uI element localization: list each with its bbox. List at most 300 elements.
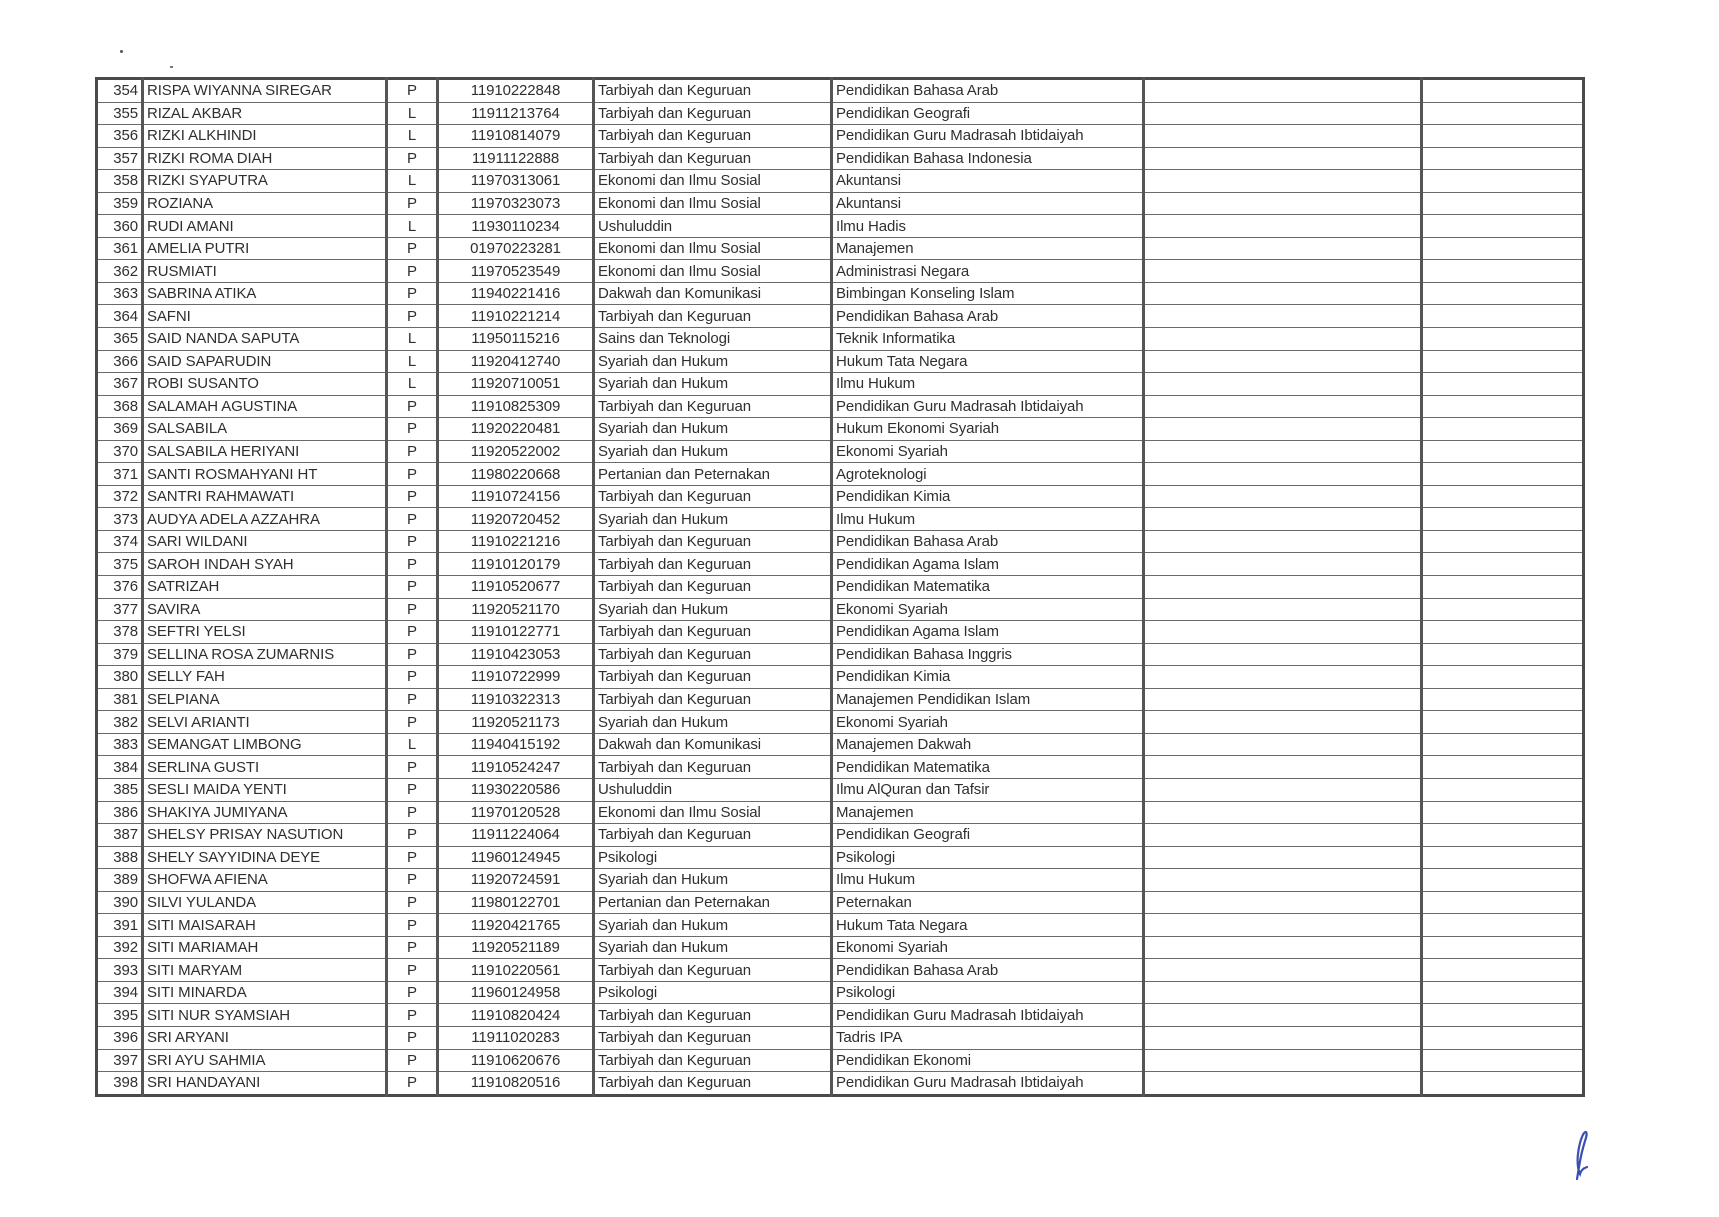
empty-column-1 xyxy=(1144,350,1422,373)
row-number: 378 xyxy=(97,621,143,644)
empty-column-1 xyxy=(1144,237,1422,260)
row-number: 372 xyxy=(97,485,143,508)
row-number: 392 xyxy=(97,936,143,959)
row-number: 380 xyxy=(97,666,143,689)
faculty: Syariah dan Hukum xyxy=(594,440,832,463)
empty-column-1 xyxy=(1144,756,1422,779)
empty-column-1 xyxy=(1144,1026,1422,1049)
empty-column-1 xyxy=(1144,125,1422,148)
faculty: Tarbiyah dan Keguruan xyxy=(594,756,832,779)
student-name: SALSABILA HERIYANI xyxy=(143,440,387,463)
study-program: Administrasi Negara xyxy=(832,260,1144,283)
faculty: Dakwah dan Komunikasi xyxy=(594,282,832,305)
student-name: RUSMIATI xyxy=(143,260,387,283)
study-program: Ilmu Hukum xyxy=(832,869,1144,892)
student-id: 11910724156 xyxy=(438,485,594,508)
gender: P xyxy=(387,260,438,283)
empty-column-1 xyxy=(1144,778,1422,801)
faculty: Tarbiyah dan Keguruan xyxy=(594,643,832,666)
scan-speck xyxy=(120,50,123,53)
student-name: RISPA WIYANNA SIREGAR xyxy=(143,79,387,103)
faculty: Tarbiyah dan Keguruan xyxy=(594,485,832,508)
student-id: 11910820516 xyxy=(438,1072,594,1096)
empty-column-2 xyxy=(1422,1026,1584,1049)
row-number: 361 xyxy=(97,237,143,260)
gender: P xyxy=(387,891,438,914)
student-name: SITI MARIAMAH xyxy=(143,936,387,959)
empty-column-1 xyxy=(1144,328,1422,351)
student-name: SAFNI xyxy=(143,305,387,328)
study-program: Pendidikan Bahasa Inggris xyxy=(832,643,1144,666)
empty-column-1 xyxy=(1144,260,1422,283)
table-row xyxy=(97,598,1584,621)
faculty: Tarbiyah dan Keguruan xyxy=(594,530,832,553)
empty-column-2 xyxy=(1422,981,1584,1004)
row-number: 379 xyxy=(97,643,143,666)
empty-column-2 xyxy=(1422,576,1584,599)
gender: P xyxy=(387,553,438,576)
empty-column-1 xyxy=(1144,373,1422,396)
student-roster-table xyxy=(95,77,1585,1097)
empty-column-2 xyxy=(1422,440,1584,463)
study-program: Peternakan xyxy=(832,891,1144,914)
table-row xyxy=(97,891,1584,914)
empty-column-2 xyxy=(1422,373,1584,396)
student-id: 11970523549 xyxy=(438,260,594,283)
faculty: Syariah dan Hukum xyxy=(594,508,832,531)
empty-column-1 xyxy=(1144,215,1422,238)
study-program: Pendidikan Ekonomi xyxy=(832,1049,1144,1072)
study-program: Pendidikan Geografi xyxy=(832,102,1144,125)
empty-column-1 xyxy=(1144,914,1422,937)
gender: P xyxy=(387,598,438,621)
study-program: Pendidikan Matematika xyxy=(832,756,1144,779)
student-name: SITI MARYAM xyxy=(143,959,387,982)
study-program: Manajemen Dakwah xyxy=(832,733,1144,756)
empty-column-1 xyxy=(1144,643,1422,666)
gender: P xyxy=(387,621,438,644)
student-id: 11940221416 xyxy=(438,282,594,305)
student-id: 11920521170 xyxy=(438,598,594,621)
student-name: SATRIZAH xyxy=(143,576,387,599)
student-name: SILVI YULANDA xyxy=(143,891,387,914)
row-number: 360 xyxy=(97,215,143,238)
student-id: 11910221214 xyxy=(438,305,594,328)
gender: L xyxy=(387,102,438,125)
empty-column-2 xyxy=(1422,305,1584,328)
empty-column-1 xyxy=(1144,598,1422,621)
table-row xyxy=(97,756,1584,779)
study-program: Hukum Tata Negara xyxy=(832,350,1144,373)
study-program: Hukum Ekonomi Syariah xyxy=(832,418,1144,441)
faculty: Tarbiyah dan Keguruan xyxy=(594,553,832,576)
scan-speck xyxy=(170,66,173,68)
faculty: Ekonomi dan Ilmu Sosial xyxy=(594,192,832,215)
gender: P xyxy=(387,936,438,959)
study-program: Pendidikan Bahasa Arab xyxy=(832,530,1144,553)
student-name: SALAMAH AGUSTINA xyxy=(143,395,387,418)
student-id: 11960124945 xyxy=(438,846,594,869)
student-name: SERLINA GUSTI xyxy=(143,756,387,779)
student-name: SAVIRA xyxy=(143,598,387,621)
student-id: 11911122888 xyxy=(438,147,594,170)
table-row xyxy=(97,1004,1584,1027)
faculty: Sains dan Teknologi xyxy=(594,328,832,351)
faculty: Syariah dan Hukum xyxy=(594,711,832,734)
study-program: Manajemen xyxy=(832,237,1144,260)
roster-body xyxy=(97,79,1584,1096)
row-number: 358 xyxy=(97,170,143,193)
table-row xyxy=(97,215,1584,238)
faculty: Tarbiyah dan Keguruan xyxy=(594,576,832,599)
gender: L xyxy=(387,170,438,193)
table-row xyxy=(97,801,1584,824)
empty-column-2 xyxy=(1422,102,1584,125)
table-row xyxy=(97,102,1584,125)
table-row xyxy=(97,125,1584,148)
empty-column-1 xyxy=(1144,846,1422,869)
gender: P xyxy=(387,576,438,599)
gender: P xyxy=(387,643,438,666)
student-name: SARI WILDANI xyxy=(143,530,387,553)
gender: P xyxy=(387,981,438,1004)
student-name: SALSABILA xyxy=(143,418,387,441)
table-row xyxy=(97,643,1584,666)
student-id: 11920522002 xyxy=(438,440,594,463)
study-program: Pendidikan Bahasa Indonesia xyxy=(832,147,1144,170)
student-id: 11920521189 xyxy=(438,936,594,959)
table-row xyxy=(97,914,1584,937)
student-id: 11950115216 xyxy=(438,328,594,351)
empty-column-2 xyxy=(1422,328,1584,351)
row-number: 373 xyxy=(97,508,143,531)
empty-column-2 xyxy=(1422,801,1584,824)
gender: P xyxy=(387,959,438,982)
empty-column-2 xyxy=(1422,170,1584,193)
table-row xyxy=(97,621,1584,644)
gender: P xyxy=(387,666,438,689)
empty-column-2 xyxy=(1422,598,1584,621)
faculty: Syariah dan Hukum xyxy=(594,350,832,373)
student-id: 11920220481 xyxy=(438,418,594,441)
empty-column-2 xyxy=(1422,846,1584,869)
faculty: Tarbiyah dan Keguruan xyxy=(594,959,832,982)
study-program: Pendidikan Bahasa Arab xyxy=(832,305,1144,328)
table-row xyxy=(97,418,1584,441)
empty-column-2 xyxy=(1422,621,1584,644)
faculty: Syariah dan Hukum xyxy=(594,598,832,621)
empty-column-2 xyxy=(1422,891,1584,914)
gender: P xyxy=(387,801,438,824)
study-program: Pendidikan Kimia xyxy=(832,485,1144,508)
empty-column-1 xyxy=(1144,733,1422,756)
study-program: Pendidikan Agama Islam xyxy=(832,621,1144,644)
gender: L xyxy=(387,373,438,396)
empty-column-2 xyxy=(1422,688,1584,711)
student-id: 11910220561 xyxy=(438,959,594,982)
table-row xyxy=(97,350,1584,373)
empty-column-1 xyxy=(1144,508,1422,531)
student-id: 11970323073 xyxy=(438,192,594,215)
student-id: 11920724591 xyxy=(438,869,594,892)
student-id: 11911224064 xyxy=(438,824,594,847)
study-program: Psikologi xyxy=(832,981,1144,1004)
empty-column-1 xyxy=(1144,621,1422,644)
study-program: Teknik Informatika xyxy=(832,328,1144,351)
study-program: Psikologi xyxy=(832,846,1144,869)
student-id: 11960124958 xyxy=(438,981,594,1004)
study-program: Ilmu Hadis xyxy=(832,215,1144,238)
faculty: Pertanian dan Peternakan xyxy=(594,463,832,486)
student-id: 11920421765 xyxy=(438,914,594,937)
gender: P xyxy=(387,237,438,260)
row-number: 383 xyxy=(97,733,143,756)
student-name: SITI MAISARAH xyxy=(143,914,387,937)
empty-column-2 xyxy=(1422,1004,1584,1027)
study-program: Pendidikan Guru Madrasah Ibtidaiyah xyxy=(832,125,1144,148)
empty-column-1 xyxy=(1144,1072,1422,1096)
student-id: 11920412740 xyxy=(438,350,594,373)
empty-column-1 xyxy=(1144,463,1422,486)
study-program: Pendidikan Agama Islam xyxy=(832,553,1144,576)
study-program: Hukum Tata Negara xyxy=(832,914,1144,937)
empty-column-1 xyxy=(1144,666,1422,689)
study-program: Ilmu AlQuran dan Tafsir xyxy=(832,778,1144,801)
faculty: Syariah dan Hukum xyxy=(594,936,832,959)
student-name: SANTI ROSMAHYANI HT xyxy=(143,463,387,486)
study-program: Agroteknologi xyxy=(832,463,1144,486)
student-name: SHELSY PRISAY NASUTION xyxy=(143,824,387,847)
row-number: 359 xyxy=(97,192,143,215)
empty-column-2 xyxy=(1422,237,1584,260)
study-program: Pendidikan Bahasa Arab xyxy=(832,959,1144,982)
study-program: Ilmu Hukum xyxy=(832,373,1144,396)
empty-column-1 xyxy=(1144,1004,1422,1027)
empty-column-2 xyxy=(1422,485,1584,508)
empty-column-2 xyxy=(1422,824,1584,847)
gender: P xyxy=(387,1004,438,1027)
empty-column-1 xyxy=(1144,170,1422,193)
gender: P xyxy=(387,192,438,215)
student-id: 11980220668 xyxy=(438,463,594,486)
study-program: Pendidikan Guru Madrasah Ibtidaiyah xyxy=(832,1072,1144,1096)
study-program: Pendidikan Geografi xyxy=(832,824,1144,847)
faculty: Tarbiyah dan Keguruan xyxy=(594,395,832,418)
student-name: SHELY SAYYIDINA DEYE xyxy=(143,846,387,869)
study-program: Pendidikan Kimia xyxy=(832,666,1144,689)
row-number: 374 xyxy=(97,530,143,553)
empty-column-1 xyxy=(1144,1049,1422,1072)
gender: L xyxy=(387,350,438,373)
empty-column-2 xyxy=(1422,260,1584,283)
row-number: 395 xyxy=(97,1004,143,1027)
empty-column-2 xyxy=(1422,1049,1584,1072)
table-row xyxy=(97,553,1584,576)
faculty: Tarbiyah dan Keguruan xyxy=(594,79,832,103)
faculty: Tarbiyah dan Keguruan xyxy=(594,688,832,711)
gender: L xyxy=(387,125,438,148)
gender: P xyxy=(387,869,438,892)
empty-column-1 xyxy=(1144,801,1422,824)
faculty: Ekonomi dan Ilmu Sosial xyxy=(594,260,832,283)
gender: P xyxy=(387,824,438,847)
empty-column-1 xyxy=(1144,192,1422,215)
faculty: Dakwah dan Komunikasi xyxy=(594,733,832,756)
row-number: 394 xyxy=(97,981,143,1004)
empty-column-2 xyxy=(1422,778,1584,801)
gender: P xyxy=(387,305,438,328)
row-number: 367 xyxy=(97,373,143,396)
table-row xyxy=(97,869,1584,892)
student-name: SAID SAPARUDIN xyxy=(143,350,387,373)
study-program: Ekonomi Syariah xyxy=(832,936,1144,959)
row-number: 356 xyxy=(97,125,143,148)
gender: P xyxy=(387,79,438,103)
faculty: Tarbiyah dan Keguruan xyxy=(594,1004,832,1027)
faculty: Tarbiyah dan Keguruan xyxy=(594,125,832,148)
faculty: Ekonomi dan Ilmu Sosial xyxy=(594,801,832,824)
student-id: 11910722999 xyxy=(438,666,594,689)
empty-column-2 xyxy=(1422,733,1584,756)
row-number: 365 xyxy=(97,328,143,351)
table-row xyxy=(97,485,1584,508)
empty-column-1 xyxy=(1144,395,1422,418)
table-row xyxy=(97,79,1584,103)
gender: P xyxy=(387,778,438,801)
study-program: Ilmu Hukum xyxy=(832,508,1144,531)
row-number: 391 xyxy=(97,914,143,937)
gender: P xyxy=(387,530,438,553)
student-id: 11911213764 xyxy=(438,102,594,125)
faculty: Pertanian dan Peternakan xyxy=(594,891,832,914)
study-program: Akuntansi xyxy=(832,192,1144,215)
table-row xyxy=(97,260,1584,283)
row-number: 376 xyxy=(97,576,143,599)
row-number: 384 xyxy=(97,756,143,779)
empty-column-2 xyxy=(1422,553,1584,576)
empty-column-2 xyxy=(1422,147,1584,170)
row-number: 377 xyxy=(97,598,143,621)
gender: P xyxy=(387,440,438,463)
faculty: Tarbiyah dan Keguruan xyxy=(594,1026,832,1049)
study-program: Bimbingan Konseling Islam xyxy=(832,282,1144,305)
faculty: Tarbiyah dan Keguruan xyxy=(594,147,832,170)
table-row xyxy=(97,463,1584,486)
faculty: Psikologi xyxy=(594,981,832,1004)
empty-column-2 xyxy=(1422,79,1584,103)
faculty: Ekonomi dan Ilmu Sosial xyxy=(594,170,832,193)
faculty: Ushuluddin xyxy=(594,778,832,801)
student-id: 11970313061 xyxy=(438,170,594,193)
student-name: SITI NUR SYAMSIAH xyxy=(143,1004,387,1027)
faculty: Tarbiyah dan Keguruan xyxy=(594,666,832,689)
faculty: Tarbiyah dan Keguruan xyxy=(594,1049,832,1072)
empty-column-1 xyxy=(1144,440,1422,463)
student-id: 11910814079 xyxy=(438,125,594,148)
study-program: Tadris IPA xyxy=(832,1026,1144,1049)
faculty: Ekonomi dan Ilmu Sosial xyxy=(594,237,832,260)
student-id: 11910221216 xyxy=(438,530,594,553)
row-number: 370 xyxy=(97,440,143,463)
study-program: Akuntansi xyxy=(832,170,1144,193)
empty-column-2 xyxy=(1422,282,1584,305)
row-number: 371 xyxy=(97,463,143,486)
student-name: SRI HANDAYANI xyxy=(143,1072,387,1096)
empty-column-2 xyxy=(1422,914,1584,937)
row-number: 357 xyxy=(97,147,143,170)
study-program: Ekonomi Syariah xyxy=(832,598,1144,621)
empty-column-2 xyxy=(1422,959,1584,982)
study-program: Pendidikan Guru Madrasah Ibtidaiyah xyxy=(832,1004,1144,1027)
table-row xyxy=(97,733,1584,756)
gender: P xyxy=(387,147,438,170)
student-name: ROBI SUSANTO xyxy=(143,373,387,396)
student-id: 11910322313 xyxy=(438,688,594,711)
faculty: Syariah dan Hukum xyxy=(594,914,832,937)
student-id: 11920521173 xyxy=(438,711,594,734)
student-id: 11911020283 xyxy=(438,1026,594,1049)
study-program: Manajemen xyxy=(832,801,1144,824)
student-name: SITI MINARDA xyxy=(143,981,387,1004)
student-id: 11920720452 xyxy=(438,508,594,531)
row-number: 366 xyxy=(97,350,143,373)
gender: P xyxy=(387,463,438,486)
study-program: Pendidikan Matematika xyxy=(832,576,1144,599)
empty-column-2 xyxy=(1422,666,1584,689)
row-number: 368 xyxy=(97,395,143,418)
student-name: SABRINA ATIKA xyxy=(143,282,387,305)
row-number: 390 xyxy=(97,891,143,914)
student-name: RIZKI ROMA DIAH xyxy=(143,147,387,170)
gender: P xyxy=(387,756,438,779)
gender: P xyxy=(387,508,438,531)
table-row xyxy=(97,440,1584,463)
table-row xyxy=(97,373,1584,396)
student-name: SAROH INDAH SYAH xyxy=(143,553,387,576)
empty-column-1 xyxy=(1144,305,1422,328)
row-number: 389 xyxy=(97,869,143,892)
empty-column-2 xyxy=(1422,463,1584,486)
table-row xyxy=(97,192,1584,215)
row-number: 388 xyxy=(97,846,143,869)
student-id: 11910620676 xyxy=(438,1049,594,1072)
table-row xyxy=(97,846,1584,869)
empty-column-2 xyxy=(1422,756,1584,779)
table-row xyxy=(97,711,1584,734)
student-name: SEFTRI YELSI xyxy=(143,621,387,644)
student-name: SESLI MAIDA YENTI xyxy=(143,778,387,801)
empty-column-2 xyxy=(1422,711,1584,734)
empty-column-2 xyxy=(1422,643,1584,666)
gender: P xyxy=(387,846,438,869)
empty-column-1 xyxy=(1144,576,1422,599)
student-id: 11910423053 xyxy=(438,643,594,666)
study-program: Ekonomi Syariah xyxy=(832,711,1144,734)
empty-column-2 xyxy=(1422,192,1584,215)
gender: P xyxy=(387,711,438,734)
table-row xyxy=(97,282,1584,305)
gender: L xyxy=(387,215,438,238)
student-id: 11910825309 xyxy=(438,395,594,418)
faculty: Tarbiyah dan Keguruan xyxy=(594,305,832,328)
row-number: 354 xyxy=(97,79,143,103)
row-number: 396 xyxy=(97,1026,143,1049)
empty-column-1 xyxy=(1144,688,1422,711)
gender: P xyxy=(387,395,438,418)
row-number: 375 xyxy=(97,553,143,576)
student-name: SRI AYU SAHMIA xyxy=(143,1049,387,1072)
student-name: SELLINA ROSA ZUMARNIS xyxy=(143,643,387,666)
